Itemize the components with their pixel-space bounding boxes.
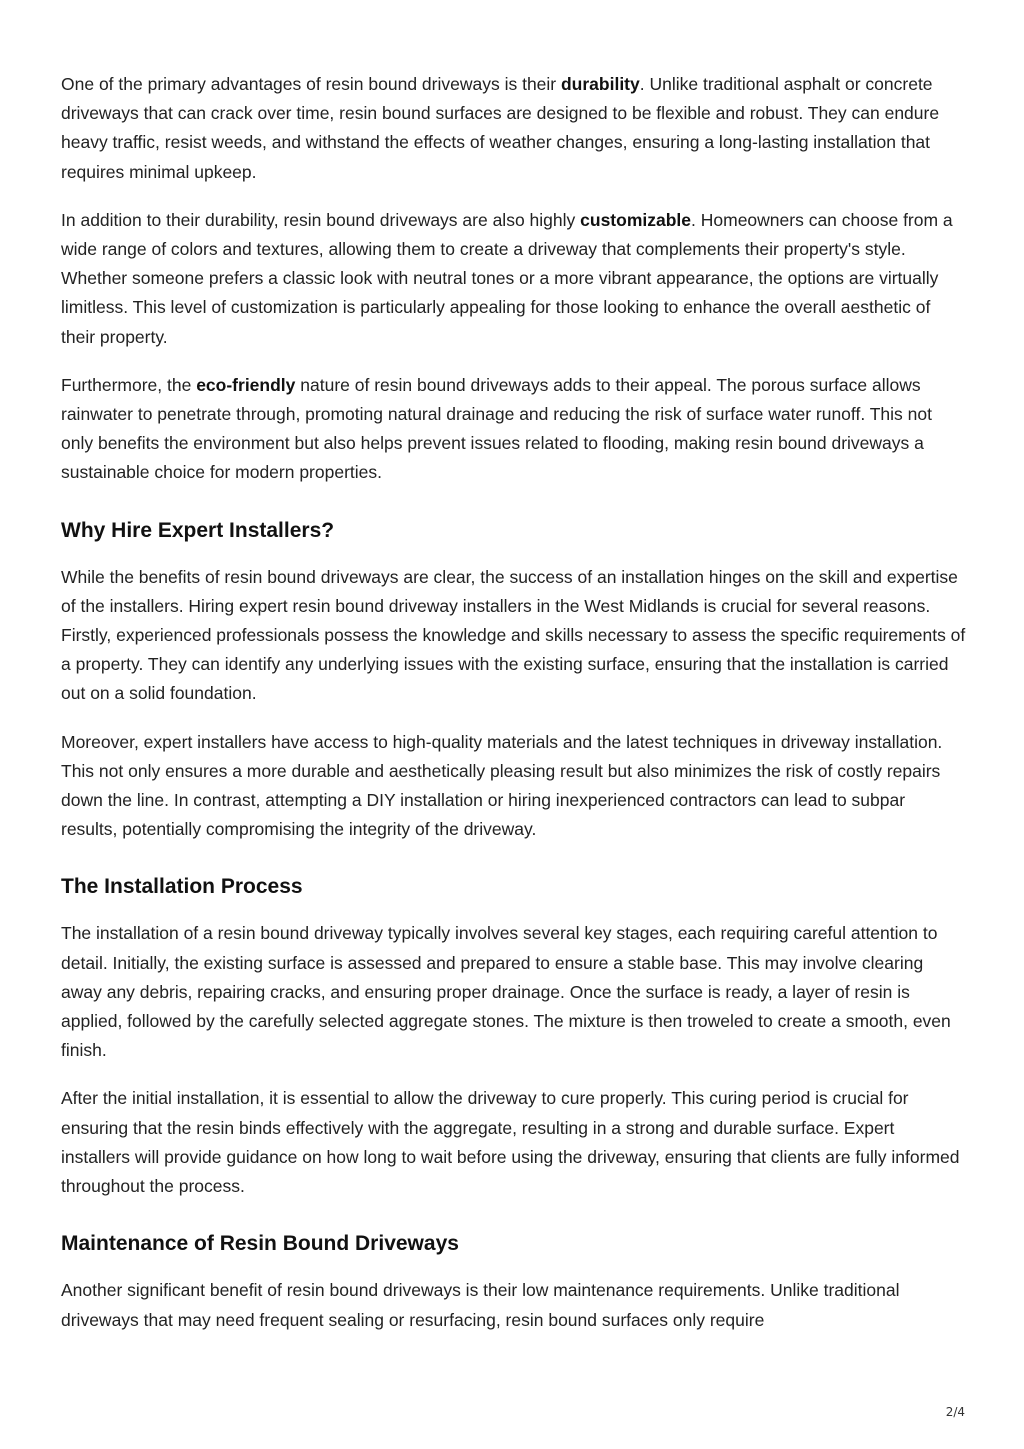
bold-term: customizable bbox=[580, 209, 692, 230]
paragraph-text: nature of resin bound driveways adds to their appeal. The porous surface allows rainwater to penetrate through, promoting natural drainage and reducing the risk of surface water runoff. This not only benefits the environment but also helps prevent issues related to flooding, making resin bound driveways a sustainable choice for modern properties. bbox=[61, 374, 932, 483]
paragraph-maintenance: Another significant benefit of resin bound driveways is their low maintenance requirements. Unlike traditional driveways that may need frequent sealing or resurfacing, resin bound surfaces only require bbox=[61, 1280, 900, 1330]
paragraph-text: Furthermore, the bbox=[61, 374, 197, 395]
paragraph-text: One of the primary advantages of resin bound driveways is their bbox=[61, 74, 561, 94]
heading-maintenance: Maintenance of Resin Bound Driveways bbox=[61, 1232, 459, 1256]
document-body bbox=[61, 70, 966, 1354]
heading-installation-process: The Installation Process bbox=[61, 875, 303, 899]
paragraph-text: In addition to their durability, resin bound driveways are also highly bbox=[61, 209, 581, 230]
paragraph-eco-friendly bbox=[61, 371, 966, 488]
paragraph-customizable bbox=[61, 206, 966, 352]
bold-term: durability bbox=[560, 74, 640, 94]
paragraph-materials: Moreover, expert installers have access to high-quality materials and the latest techniques in driveway installation. This not only ensures a more durable and aesthetically pleasing result but also minimizes the risk of costly repairs down the line. In contrast, attempting a DIY installation or hiring inexperienced contractors can lead to subpar results, potentially compromising the integrity of the driveway. bbox=[61, 731, 943, 840]
paragraph-text: . Unlike traditional asphalt or concrete driveways that can crack over time, resin bound surfaces are designed to be flexible and robust. They can endure heavy traffic, resist weeds, and withstand the effects of weather changes, ensuring a long-lasting installation that requires minimal upkeep. bbox=[61, 74, 940, 182]
paragraph-stages: The installation of a resin bound driveway typically involves several key stages, each requiring careful attention to detail. Initially, the existing surface is assessed and prepared to ensure a stable base. This may involve clearing away any debris, repairing cracks, and ensuring proper drainage. Once the surface is ready, a layer of resin is applied, followed by the carefully selected aggregate stones. The mixture is then troweled to create a smooth, even finish. bbox=[61, 923, 951, 1061]
bold-term: eco-friendly bbox=[196, 374, 296, 395]
heading-why-hire: Why Hire Expert Installers? bbox=[61, 518, 335, 542]
paragraph-text: . Homeowners can choose from a wide range of colors and textures, allowing them to create a driveway that complements their property's style. Whether someone prefers a classic look with neutral tones or a more vibrant appearance, the options are virtually limitless. This level of customization is particularly appealing for those looking to enhance the overall aesthetic of their property. bbox=[61, 209, 953, 347]
page-number: 2/4 bbox=[945, 1405, 965, 1419]
paragraph-durability bbox=[61, 70, 966, 187]
paragraph-curing: After the initial installation, it is essential to allow the driveway to cure properly. This curing period is crucial for ensuring that the resin binds effectively with the aggregate, resulting in a strong and durable surface. Expert installers will provide guidance on how long to wait before using the driveway, ensuring that clients are fully informed throughout the process. bbox=[61, 1088, 960, 1197]
paragraph-expertise: While the benefits of resin bound driveways are clear, the success of an installation hinges on the skill and expertise of the installers. Hiring expert resin bound driveway installers in the West Midlands is crucial for several reasons. Firstly, experienced professionals possess the knowledge and skills necessary to assess the specific requirements of a property. They can identify any underlying issues with the existing surface, ensuring that the installation is carried out on a solid foundation. bbox=[61, 566, 966, 704]
